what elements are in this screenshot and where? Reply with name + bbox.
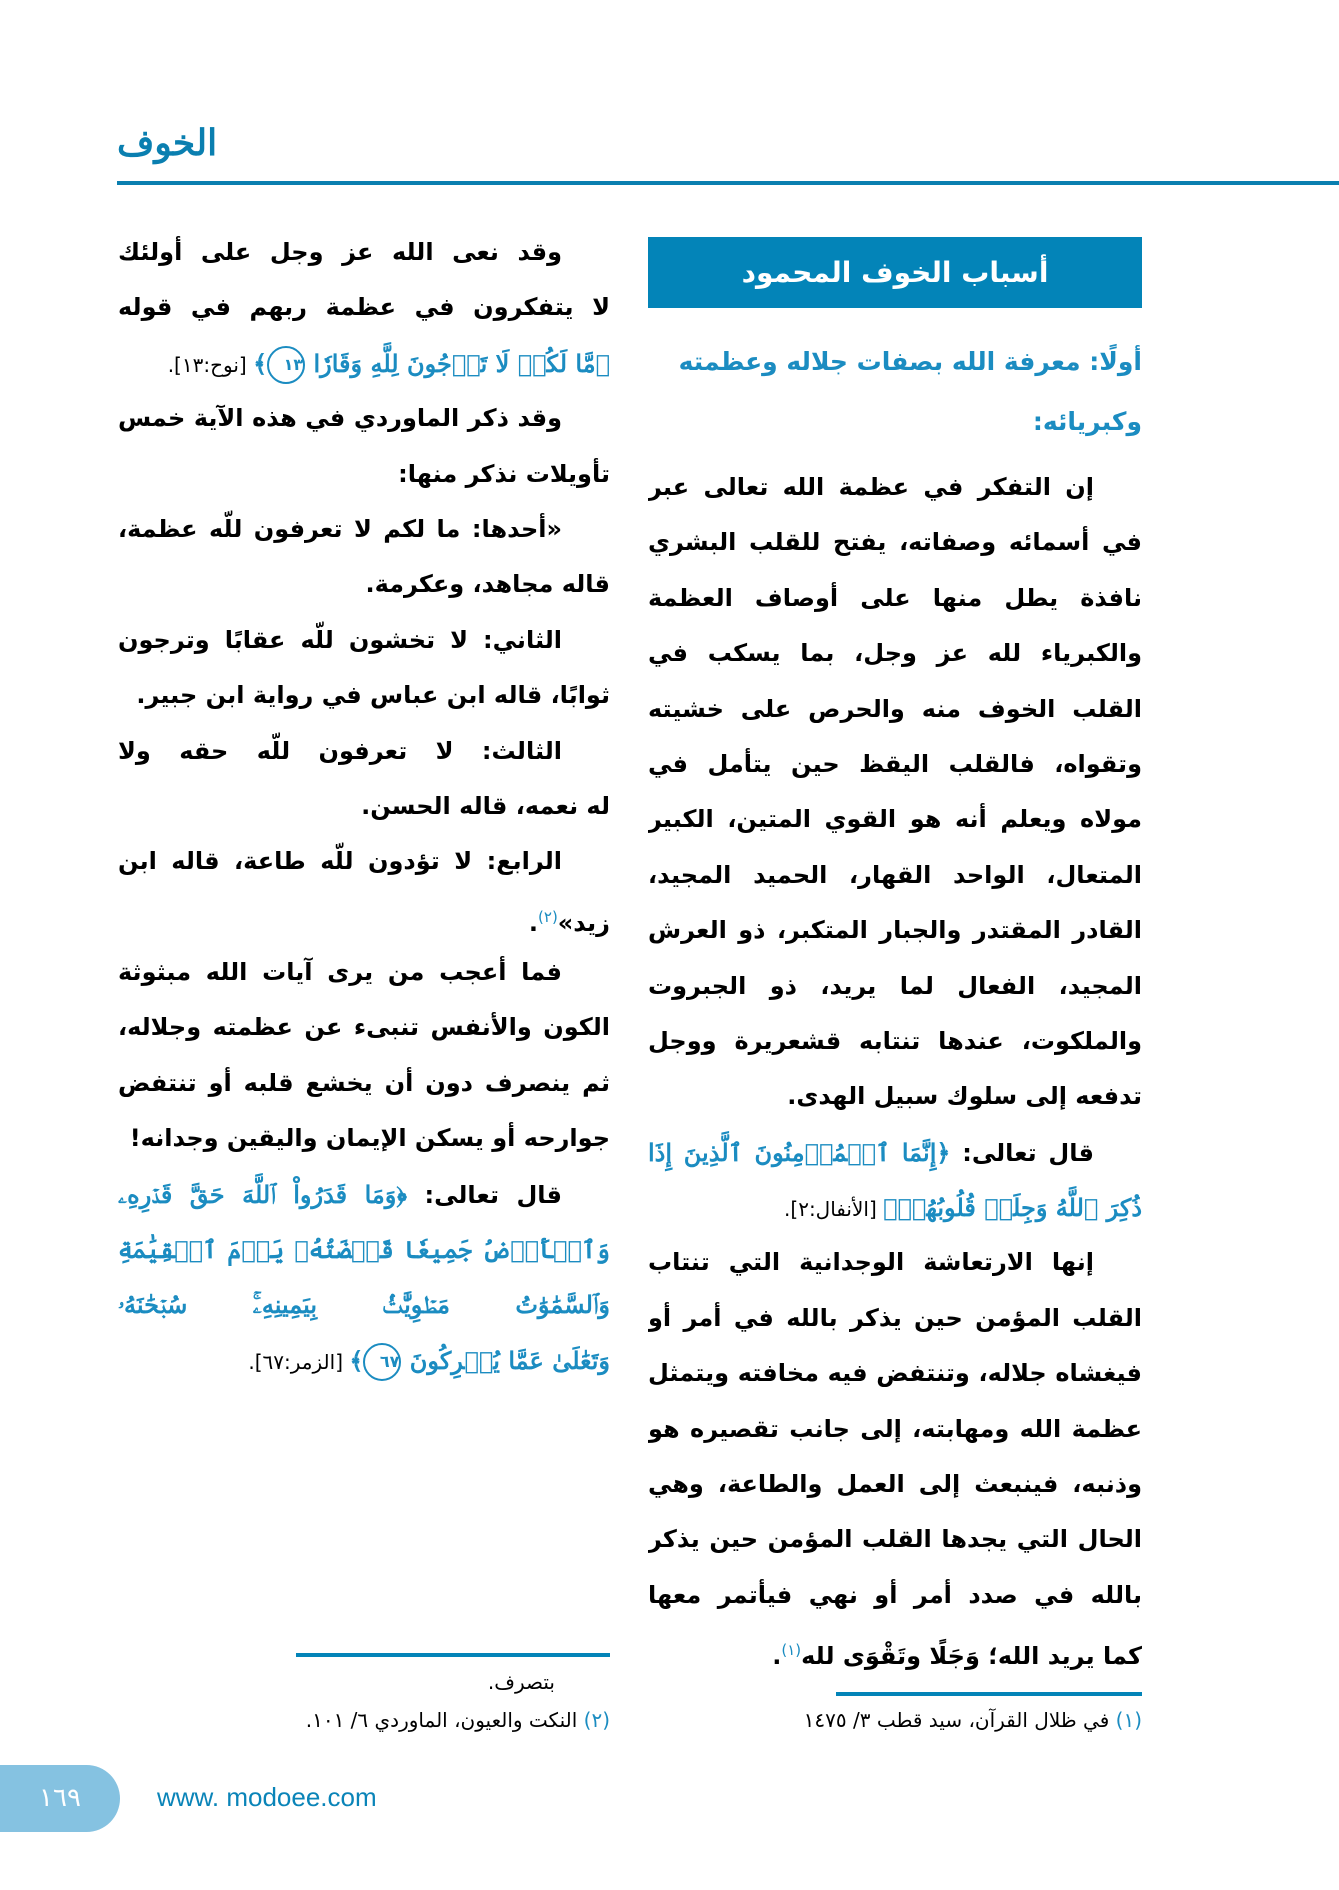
- chapter-title: الخوف: [117, 122, 218, 164]
- text-line: ثوابًا، قاله ابن عباس في رواية ابن جبير.: [136, 681, 610, 710]
- text-line: [648, 1623, 1142, 1678]
- text-line: القادر المقتدر والجبار المتكبر، ذو العرش: [648, 916, 1142, 945]
- text-line: مولاه ويعلم أنه هو القوي المتين، الكبير: [648, 805, 1142, 834]
- footnote-marker[interactable]: (١): [781, 1641, 802, 1660]
- text-line: المتعال، الواحد القهار، الحميد المجيد،: [648, 860, 1142, 889]
- footnote-separator-right: [836, 1692, 1142, 1696]
- footnote-1-continuation: بتصرف.: [487, 1670, 555, 1694]
- subheading-line: أولًا: معرفة الله بصفات جلاله وعظمته: [678, 347, 1142, 376]
- text-line: تأويلات نذكر منها:: [398, 459, 610, 488]
- quran-bracket: ﴾: [253, 348, 268, 378]
- text-line: والملكوت، عندها تنتابه قشعريرة ووجل: [648, 1026, 1142, 1055]
- text-line: له نعمه، قاله الحسن.: [361, 791, 610, 820]
- text-line: والكبرياء لله عز وجل، بما يسكب في: [648, 639, 1142, 668]
- website-link[interactable]: www. modoee.com: [157, 1782, 377, 1812]
- quran-verse: ﴿إِنَّمَا ٱلۡمُؤۡمِنُونَ ٱلَّذِينَ إِذَا: [648, 1137, 951, 1167]
- footnote-1: [804, 1708, 1142, 1732]
- verse-reference: [الأنفال:٢].: [784, 1197, 884, 1222]
- left-column: [118, 225, 610, 1388]
- text-line: قاله مجاهد، وعكرمة.: [365, 570, 610, 599]
- quran-verse: وَٱلۡأَرۡضُ جَمِيعٗا قَبۡضَتُهُۥ يَوۡمَ ٱلۡقِيَٰمَةِ: [118, 1235, 610, 1265]
- period: .: [772, 1642, 782, 1671]
- text-line: ثم ينصرف دون أن يخشع قلبه أو تنتفض: [118, 1068, 610, 1097]
- text-line: تدفعه إلى سلوك سبيل الهدى.: [787, 1082, 1142, 1111]
- text-line: إن التفكر في عظمة الله تعالى عبر: [648, 473, 1094, 501]
- header-divider: [117, 181, 1339, 185]
- text-line: القلب الخوف منه والحرص على خشيته: [648, 694, 1142, 723]
- text-line: لا يتفكرون في عظمة ربهم في قوله: [118, 293, 610, 322]
- quote-intro: قال تعالى:: [407, 1180, 562, 1209]
- quran-quote-line: [118, 336, 610, 391]
- text-line: الثالث: لا تعرفون للّه حقه ولا: [118, 736, 562, 765]
- quran-verse: وَتَعَٰلَىٰ عَمَّا يُشۡرِكُونَ: [409, 1345, 610, 1375]
- footnote-2: [306, 1708, 610, 1732]
- text-line: الكون والأنفس تنبىء عن عظمته وجلاله،: [118, 1013, 610, 1042]
- text-span: كما يريد الله؛ وَجَلًا وتَقْوَى لله: [801, 1642, 1142, 1671]
- text-line: وتقواه، فالقلب اليقظ حين يتأمل في: [648, 749, 1142, 778]
- ayah-number-icon: ٦٧: [363, 1343, 401, 1381]
- quran-verse: وَٱلسَّمَٰوَٰتُ مَطۡوِيَّٰتُۢ بِيَمِينِهِۦۚ سُبۡحَٰنَهُۥ: [118, 1290, 610, 1320]
- text-line: [118, 890, 610, 945]
- quran-quote-line: [648, 1180, 1142, 1235]
- subheading-line: وكبريائه:: [1032, 407, 1142, 436]
- text-line: وقد ذكر الماوردي في هذه الآية خمس: [118, 404, 562, 433]
- text-line: جوارحه أو يسكن الإيمان واليقين وجدانه!: [129, 1124, 610, 1153]
- text-line: فما أعجب من يرى آيات الله مبثوثة: [118, 958, 562, 987]
- verse-reference: [الزمر:٦٧].: [248, 1349, 350, 1374]
- subheading: [648, 333, 1142, 451]
- text-line: وذنبه، فينبعث إلى العمل والطاعة، وهي: [648, 1470, 1142, 1499]
- text-span: زيد»: [557, 908, 610, 937]
- verse-reference: [نوح:١٣].: [167, 352, 254, 377]
- text-line: الرابع: لا تؤدون للّه طاعة، قاله ابن: [118, 847, 562, 876]
- text-line: في أسمائه وصفاته، يفتح للقلب البشري: [648, 528, 1142, 557]
- text-line: «أحدها: ما لكم لا تعرفون للّه عظمة،: [118, 514, 562, 543]
- quran-quote-line: [118, 1167, 610, 1222]
- page-number: ١٦٩: [0, 1765, 120, 1832]
- footnote-number: (١): [1115, 1708, 1142, 1732]
- text-line: وقد نعى الله عز وجل على أولئك: [118, 238, 562, 266]
- text-line: المجيد، الفعال لما يريد، ذو الجبروت: [648, 971, 1142, 1000]
- text-line: الثاني: لا تخشون للّه عقابًا وترجون: [118, 625, 562, 654]
- footnote-number: (٢): [583, 1708, 610, 1732]
- text-line: القلب المؤمن حين يذكر بالله في أمر أو: [648, 1303, 1142, 1332]
- ayah-number-icon: ١٣: [267, 346, 305, 384]
- text-line: نافذة يطل منها على أوصاف العظمة: [648, 583, 1142, 612]
- quote-intro: قال تعالى:: [950, 1138, 1094, 1167]
- section-title-box: أسباب الخوف المحمود: [648, 237, 1142, 308]
- quran-verse: ﴿مَّا لَكُمۡ لَا تَرۡجُونَ لِلَّهِ وَقَارٗا: [313, 348, 610, 378]
- text-line: الحال التي يجدها القلب المؤمن حين يذكر: [648, 1525, 1142, 1554]
- text-line: بالله في صدد أمر أو نهي فيأتمر معها: [648, 1580, 1142, 1609]
- quran-verse: ﴿وَمَا قَدَرُواْ ٱللَّهَ حَقَّ قَدۡرِهِۦ: [118, 1179, 408, 1209]
- quran-quote-line: [648, 1125, 1142, 1180]
- text-line: عظمة الله ومهابته، إلى جانب تقصيره هو: [648, 1414, 1142, 1443]
- footnote-separator-left: [296, 1653, 610, 1657]
- right-column: [648, 460, 1142, 1679]
- footnote-marker[interactable]: (٢): [538, 907, 558, 926]
- period: .: [528, 908, 539, 937]
- quran-verse: ذُكِرَ ٱللَّهُ وَجِلَتۡ قُلُوبُهُمۡ﴾: [883, 1193, 1142, 1223]
- quran-quote-line: [118, 1333, 610, 1388]
- text-line: إنها الارتعاشة الوجدانية التي تنتاب: [648, 1248, 1094, 1277]
- text-line: فيغشاه جلاله، وتنتفض فيه مخافته ويتمثل: [648, 1359, 1142, 1388]
- footnote-text: في ظلال القرآن، سيد قطب ٣/ ١٤٧٥: [803, 1708, 1116, 1732]
- footnote-text: النكت والعيون، الماوردي ٦/ ١٠١.: [305, 1708, 584, 1732]
- quran-bracket: ﴾: [349, 1345, 364, 1375]
